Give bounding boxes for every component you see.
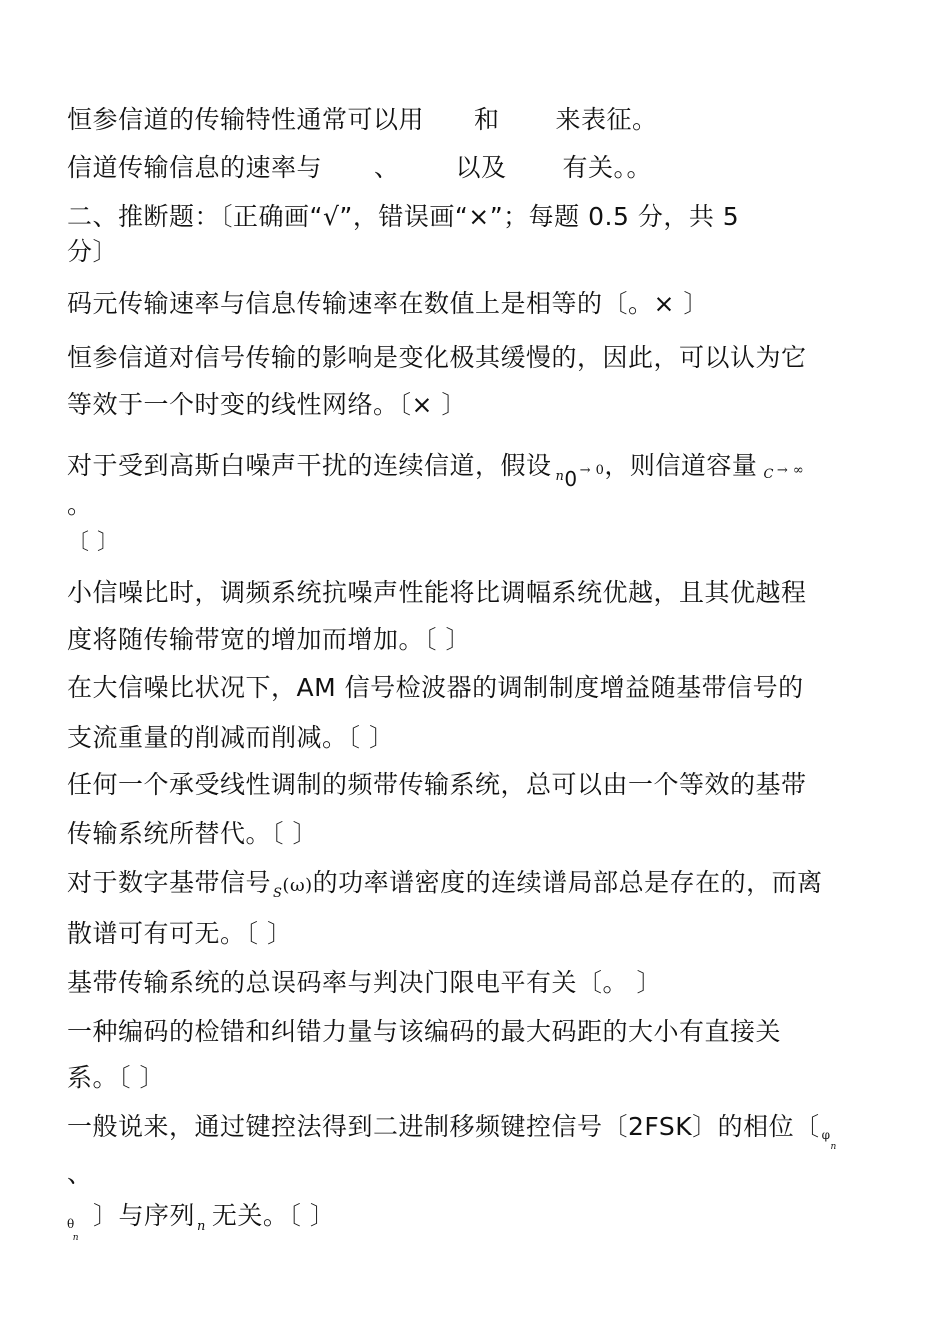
q3-text-a: 对于受到高斯白噪声干扰的连续信道，假设 [67,451,552,480]
judgement-item-5-cont: 支流重量的削减而削减。〔 〕 [67,723,395,752]
q10-text-a: 一般说来，通过键控法得到二进制移频键控信号〔2FSK〕的相位〔 [67,1112,820,1141]
q1-text-b: 和 [474,105,500,134]
judgement-item-5: 在大信噪比状况下，AM 信号检波器的调制制度增益随基带信号的 [67,673,804,702]
judgement-item-2: 恒参信道对信号传输的影响是变化极其缓慢的，因此，可以认为它 [67,343,807,372]
math-s: S [273,886,283,901]
q2-text-b: 、 [374,153,400,182]
judgement-item-2-cont: 等效于一个时变的线性网络。〔× 〕 [67,390,467,419]
judgement-item-9: 一种编码的检错和纠错力量与该编码的最大码距的大小有直接关 [67,1017,782,1046]
judgement-item-6-cont: 传输系统所替代。〔 〕 [67,819,318,848]
math-arrow-to-zero: → 0 [579,463,605,478]
math-theta: θ [67,1217,75,1231]
section-heading-judgement: 二、推断题：〔正确画“√”，错误画“×”；每题 0.5 分，共 5 [67,202,740,231]
judgement-item-3 [67,450,805,491]
section-heading-judgement-cont: 分〕 [67,237,119,266]
q3-text-b: ，则信道容量 [604,451,758,480]
q2-text-d: 有关。。 [562,153,653,182]
math-arrow-to-infinity: → ∞ [776,463,805,478]
q1-text-a: 恒参信道的传输特性通常可以用 [67,105,425,134]
q2-text-a: 信道传输信息的速率与 [67,153,323,182]
q7-text-b: 的功率谱密度的连续谱局部总是存在的，而离 [312,868,823,897]
math-omega: (ω) [282,875,313,896]
q10-text-c: 无关。〔 〕 [211,1201,336,1230]
judgement-item-3-bracket: 〔 〕 [67,530,120,555]
judgement-item-6: 任何一个承受线性调制的频带传输系统，总可以由一个等效的基带 [67,770,807,799]
judgement-item-4-cont: 度将随传输带宽的增加而增加。〔 〕 [67,625,471,654]
q10-text-b: 〕与序列 [93,1201,196,1230]
math-sequence-n: n [197,1219,206,1234]
judgement-item-10-cont [67,1200,336,1243]
judgement-item-9-cont: 系。〔 〕 [67,1063,165,1092]
judgement-item-10-comma: 、 [67,1159,93,1188]
math-capacity-c: C [763,467,774,482]
fill-blank-question-1 [67,104,658,136]
math-n: n [555,469,565,484]
fill-blank-question-2 [67,152,652,184]
math-phi-subscript-n: n [830,1142,837,1152]
math-phi: φ [821,1128,831,1142]
math-theta-subscript-n: n [72,1233,80,1243]
math-zero-subscript: 0 [564,467,578,491]
q2-text-c: 以及 [455,153,507,182]
judgement-item-3-period: 。 [67,490,93,519]
q1-text-c: 来表征。 [555,105,658,134]
q7-text-a: 对于数字基带信号 [67,868,272,897]
judgement-item-7-cont: 散谱可有可无。〔 〕 [67,919,293,948]
judgement-item-8: 基带传输系统的总误码率与判决门限电平有关〔。 〕 [67,968,662,997]
judgement-item-7 [67,867,823,904]
judgement-item-1: 码元传输速率与信息传输速率在数值上是相等的〔。× 〕 [67,289,709,318]
judgement-item-4: 小信噪比时，调频系统抗噪声性能将比调幅系统优越，且其优越程 [67,578,807,607]
judgement-item-10 [67,1111,837,1152]
